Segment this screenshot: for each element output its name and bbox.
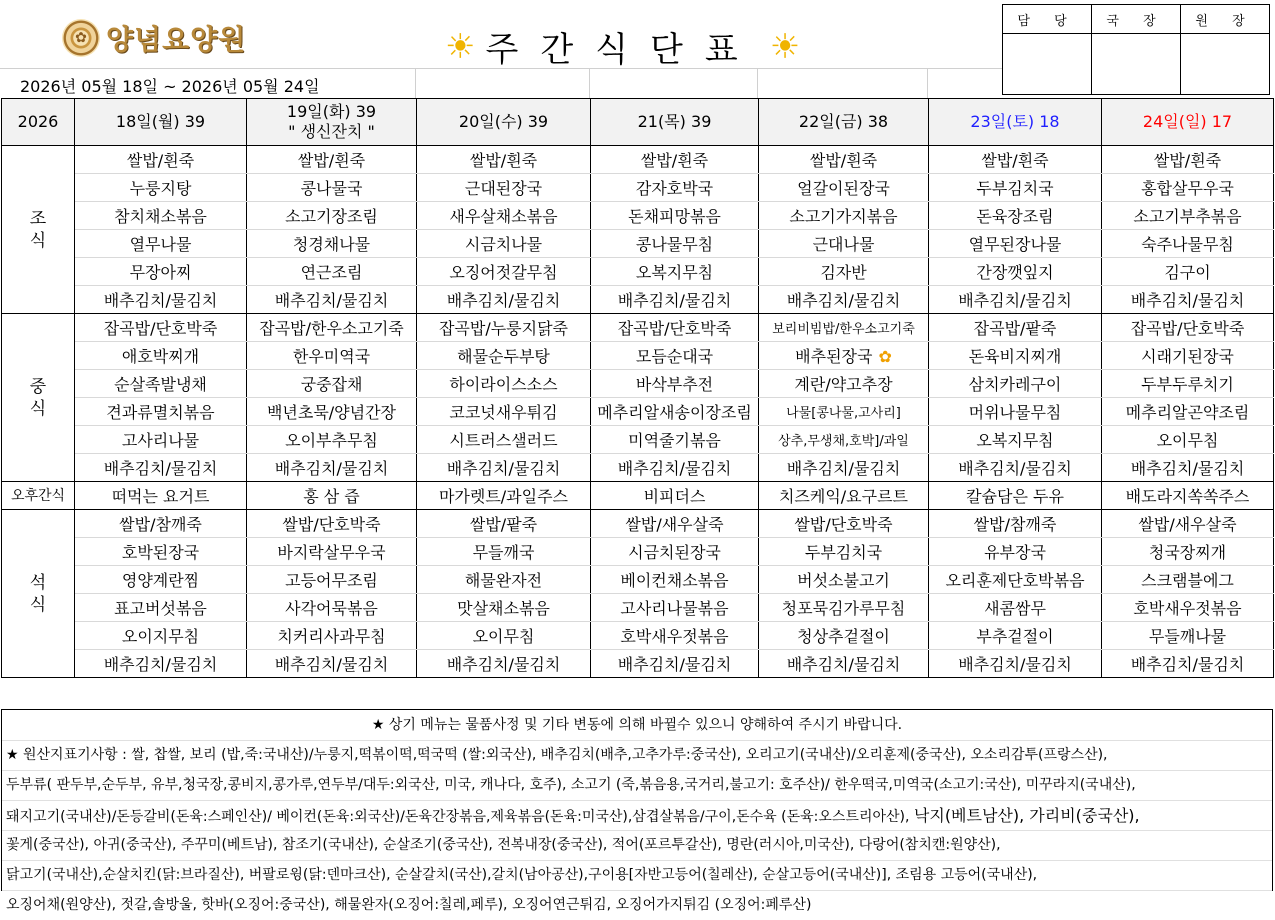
- menu-item: 바지락살무우국: [247, 538, 417, 566]
- menu-item: 숙주나물무침: [1102, 230, 1274, 258]
- menu-item: 쌀밥/흰죽: [759, 146, 929, 174]
- menu-item: 김구이: [1102, 258, 1274, 286]
- menu-item: 청국장찌개: [1102, 538, 1274, 566]
- menu-item: 나물[콩나물,고사리]: [759, 398, 929, 426]
- menu-item: 치커리사과무침: [247, 622, 417, 650]
- menu-item: 고사리나물볶음: [591, 594, 759, 622]
- menu-item: 열무나물: [75, 230, 247, 258]
- day-header: [591, 99, 759, 146]
- menu-item: 오이무침: [1102, 426, 1274, 454]
- menu-item: 시래기된장국: [1102, 342, 1274, 370]
- menu-table: [1, 98, 1274, 678]
- day-label: 21(목) 39: [637, 112, 712, 131]
- menu-item: 청상추겉절이: [759, 622, 929, 650]
- origin-line: 닭고기(국내산),순살치킨(닭:브라질산), 버팔로윙(닭:덴마크산), 순살갈치(국산),갈치(남아공산),구이용[자반고등어(칠레산), 순살고등어(국내산)], 조림용 고등어(국내산),: [2, 860, 1272, 890]
- day-header: [417, 99, 591, 146]
- menu-item: 배추김치/물김치: [417, 454, 591, 482]
- origin-line: ★ 원산지표기사항 : 쌀, 찹쌀, 보리 (밥,죽:국내산)/누룽지,떡볶이떡,떡국떡 (쌀:외국산), 배추김치(배추,고추가루:중국산), 오리고기(국내산)/오리훈제(중국산), 오소리감투(프랑스산),: [2, 740, 1272, 770]
- lunch-row: [2, 454, 1274, 482]
- menu-item: 쌀밥/새우살죽: [591, 510, 759, 538]
- menu-item: 배추김치/물김치: [591, 650, 759, 678]
- menu-item: 궁중잡채: [247, 370, 417, 398]
- menu-item: 열무된장나물: [929, 230, 1102, 258]
- dinner-row: [2, 538, 1274, 566]
- menu-item: 시금치된장국: [591, 538, 759, 566]
- menu-item: 시트러스샐러드: [417, 426, 591, 454]
- snack-item: 칼슘담은 두유: [929, 482, 1102, 510]
- menu-item: 호박새우젓볶음: [591, 622, 759, 650]
- menu-item: 오복지무침: [591, 258, 759, 286]
- header-gridline: [757, 68, 758, 98]
- logo-emblem-icon: ✿: [62, 19, 100, 57]
- day-header: [759, 99, 929, 146]
- menu-item: 배추김치/물김치: [759, 454, 929, 482]
- header-gridline: [415, 68, 416, 98]
- menu-item: 두부김치국: [759, 538, 929, 566]
- menu-item: 시금치나물: [417, 230, 591, 258]
- lunch-row: [2, 398, 1274, 426]
- approval-label: 원 장: [1181, 5, 1270, 34]
- notice-text: ★ 상기 메뉴는 물품사정 및 기타 변동에 의해 바뀔수 있으니 양해하여 주시기 바랍니다.: [371, 717, 903, 733]
- menu-item: 미역줄기볶음: [591, 426, 759, 454]
- menu-item: 감자호박국: [591, 174, 759, 202]
- menu-item: 배추김치/물김치: [759, 650, 929, 678]
- day-header: [247, 99, 417, 146]
- day-header-row: [2, 99, 1274, 146]
- menu-item: 배추김치/물김치: [75, 286, 247, 314]
- menu-item: 오징어젓갈무침: [417, 258, 591, 286]
- menu-item: 쌀밥/새우살죽: [1102, 510, 1274, 538]
- menu-item: 순살족발냉채: [75, 370, 247, 398]
- menu-item: 배추김치/물김치: [417, 286, 591, 314]
- header-gridline: [927, 68, 928, 98]
- snack-item: 치즈케익/요구르트: [759, 482, 929, 510]
- menu-item: 바삭부추전: [591, 370, 759, 398]
- logo-text: 양념요양원: [106, 23, 247, 56]
- menu-item: 배추김치/물김치: [591, 286, 759, 314]
- menu-item: 쌀밥/흰죽: [417, 146, 591, 174]
- menu-item: 배추김치/물김치: [1102, 650, 1274, 678]
- menu-item: 배추김치/물김치: [929, 286, 1102, 314]
- menu-item: 쌀밥/흰죽: [591, 146, 759, 174]
- origin-text: 돼지고기(국내산)/돈등갈비(돈육:스페인산)/ 베이컨(돈육:외국산)/돈육간장볶음,제육볶음(돈육:미국산),삼겹살볶음/구이,돈수육 (돈육:오스트리아산),: [6, 809, 910, 825]
- menu-item: 잡곡밥/누룽지닭죽: [417, 314, 591, 342]
- menu-item: 맛살채소볶음: [417, 594, 591, 622]
- menu-item: 잡곡밥/단호박죽: [75, 314, 247, 342]
- menu-item: 잡곡밥/한우소고기죽: [247, 314, 417, 342]
- menu-item: 간장깻잎지: [929, 258, 1102, 286]
- menu-item: 오리훈제단호박볶음: [929, 566, 1102, 594]
- menu-item: 해물완자전: [417, 566, 591, 594]
- approval-signature-cell[interactable]: [1003, 34, 1092, 95]
- menu-item: 호박새우젓볶음: [1102, 594, 1274, 622]
- breakfast-label: 조 식: [2, 146, 75, 314]
- menu-item: 얼갈이된장국: [759, 174, 929, 202]
- menu-item: 배추김치/물김치: [247, 650, 417, 678]
- lunch-row: [2, 426, 1274, 454]
- origin-line: 꽃게(중국산), 아귀(중국산), 주꾸미(베트남), 참조기(국내산), 순살조기(중국산), 전복내장(중국산), 적어(포르투갈산), 명란(러시아,미국산), 다랑어(참치캔:원양산),: [2, 830, 1272, 860]
- breakfast-row: [2, 230, 1274, 258]
- menu-item: 연근조림: [247, 258, 417, 286]
- menu-item: 머위나물무침: [929, 398, 1102, 426]
- menu-item: 쌀밥/단호박죽: [247, 510, 417, 538]
- menu-item: 고사리나물: [75, 426, 247, 454]
- breakfast-row: [2, 202, 1274, 230]
- menu-item: 사각어묵볶음: [247, 594, 417, 622]
- snack-label: 오후간식: [2, 482, 75, 510]
- snack-item: 홍 삼 즙: [247, 482, 417, 510]
- menu-item: 쌀밥/참깨죽: [929, 510, 1102, 538]
- menu-item: 오복지무침: [929, 426, 1102, 454]
- menu-item: 배추김치/물김치: [1102, 286, 1274, 314]
- notes-box: [1, 709, 1273, 913]
- origin-line: 오징어채(원양산), 젓갈,솔방울, 핫바(오징어:중국산), 해물완자(오징어:칠레,페루), 오징어연근튀김, 오징어가지튀김 (오징어:페루산): [2, 890, 1272, 920]
- origin-line: 두부류( 판두부,순두부, 유부,청국장,콩비지,콩가루,연두부/대두:외국산, 미국, 캐나다, 호주), 소고기 (죽,볶음용,국거리,불고기: 호주산)/ 한우떡국,미역국(소고기:국산), 미꾸라지(국내산),: [2, 770, 1272, 800]
- menu-item: 코코넛새우튀김: [417, 398, 591, 426]
- page-title-wrap: [445, 22, 800, 71]
- menu-item: 배추김치/물김치: [247, 454, 417, 482]
- menu-item: 오이부추무침: [247, 426, 417, 454]
- dinner-row: [2, 594, 1274, 622]
- menu-item: 애호박찌개: [75, 342, 247, 370]
- snack-row: [2, 482, 1274, 510]
- menu-item: 상추,무생채,호박]/과일: [759, 426, 929, 454]
- menu-item: 청포묵김가루무침: [759, 594, 929, 622]
- menu-item: 해물순두부탕: [417, 342, 591, 370]
- menu-item: 오이지무침: [75, 622, 247, 650]
- menu-item: 오이무침: [417, 622, 591, 650]
- menu-item: 메추리알새송이장조림: [591, 398, 759, 426]
- menu-item: 새콤쌈무: [929, 594, 1102, 622]
- day-event: " 생신잔치 ": [288, 122, 375, 141]
- day-label: 22일(금) 38: [798, 112, 889, 131]
- menu-item: 배추김치/물김치: [247, 286, 417, 314]
- menu-item: 무장아찌: [75, 258, 247, 286]
- date-range: 2026년 05월 18일 ~ 2026년 05월 24일: [20, 77, 320, 96]
- flower-icon: ✿: [878, 347, 892, 366]
- approval-label: 국 장: [1092, 5, 1181, 34]
- dinner-row: [2, 650, 1274, 678]
- menu-item: 소고기장조림: [247, 202, 417, 230]
- menu-item: 쌀밥/흰죽: [929, 146, 1102, 174]
- menu-item: 호박된장국: [75, 538, 247, 566]
- menu-item: 참치채소볶음: [75, 202, 247, 230]
- lunch-label: 중 식: [2, 314, 75, 482]
- menu-item: 고등어무조림: [247, 566, 417, 594]
- menu-item: 계란/약고추장: [759, 370, 929, 398]
- day-label: 20일(수) 39: [458, 112, 549, 131]
- menu-item: 돈육장조림: [929, 202, 1102, 230]
- menu-item: 근대나물: [759, 230, 929, 258]
- menu-item: 스크램블에그: [1102, 566, 1274, 594]
- menu-item: 콩나물국: [247, 174, 417, 202]
- menu-item: 무들깨나물: [1102, 622, 1274, 650]
- header-gridline: [0, 68, 1002, 69]
- menu-item: 메추리알곤약조림: [1102, 398, 1274, 426]
- menu-item: 백년초묵/양념간장: [247, 398, 417, 426]
- day-header-sunday: [1102, 99, 1274, 146]
- menu-item: 청경채나물: [247, 230, 417, 258]
- menu-item: 보리비빔밥/한우소고기죽: [759, 314, 929, 342]
- menu-item: 유부장국: [929, 538, 1102, 566]
- menu-item: 한우미역국: [247, 342, 417, 370]
- menu-item: 쌀밥/흰죽: [75, 146, 247, 174]
- menu-item: 베이컨채소볶음: [591, 566, 759, 594]
- snack-item: 떠먹는 요거트: [75, 482, 247, 510]
- menu-item: 부추겉절이: [929, 622, 1102, 650]
- sun-icon: ☀: [445, 26, 476, 67]
- logo: [62, 18, 246, 58]
- menu-item: 배추김치/물김치: [417, 650, 591, 678]
- menu-item: 잡곡밥/단호박죽: [591, 314, 759, 342]
- approval-box: [1002, 4, 1270, 95]
- day-label: 18일(월) 39: [115, 112, 206, 131]
- menu-item: 배추김치/물김치: [929, 454, 1102, 482]
- page-title: 주간식단표: [485, 30, 760, 70]
- menu-item: 모듬순대국: [591, 342, 759, 370]
- lunch-row: [2, 370, 1274, 398]
- dinner-row: [2, 622, 1274, 650]
- day-label: 19일(화) 39: [286, 102, 377, 121]
- menu-item: 버섯소불고기: [759, 566, 929, 594]
- menu-item: 소고기가지볶음: [759, 202, 929, 230]
- breakfast-row: [2, 258, 1274, 286]
- breakfast-row: [2, 146, 1274, 174]
- menu-item: 무들깨국: [417, 538, 591, 566]
- menu-item: 잡곡밥/단호박죽: [1102, 314, 1274, 342]
- menu-item: 콩나물무침: [591, 230, 759, 258]
- menu-item: 표고버섯볶음: [75, 594, 247, 622]
- day-header-saturday: [929, 99, 1102, 146]
- menu-item: 배추김치/물김치: [75, 454, 247, 482]
- approval-label: 담 당: [1003, 5, 1092, 34]
- menu-item: 누룽지탕: [75, 174, 247, 202]
- menu-item: 돈육비지찌개: [929, 342, 1102, 370]
- menu-item: 홍합살무우국: [1102, 174, 1274, 202]
- menu-item: 배추김치/물김치: [759, 286, 929, 314]
- snack-item: 마가렛트/과일주스: [417, 482, 591, 510]
- breakfast-row: [2, 286, 1274, 314]
- menu-item: 김자반: [759, 258, 929, 286]
- menu-item: 새우살채소볶음: [417, 202, 591, 230]
- menu-item: 쌀밥/팥죽: [417, 510, 591, 538]
- menu-item: 소고기부추볶음: [1102, 202, 1274, 230]
- menu-item: 두부두루치기: [1102, 370, 1274, 398]
- origin-text: 낙지(베트남산), 가리비(중국산),: [913, 806, 1140, 825]
- day-label: 24일(일) 17: [1142, 112, 1233, 131]
- menu-item: 배추김치/물김치: [1102, 454, 1274, 482]
- lunch-row: [2, 342, 1274, 370]
- header-gridline: [589, 68, 590, 98]
- menu-item: 배추김치/물김치: [929, 650, 1102, 678]
- menu-item: 잡곡밥/팥죽: [929, 314, 1102, 342]
- menu-item: 근대된장국: [417, 174, 591, 202]
- year-cell: 2026: [2, 99, 75, 146]
- lunch-row: [2, 314, 1274, 342]
- approval-signature-cell[interactable]: [1181, 34, 1270, 95]
- menu-item: 돈채피망볶음: [591, 202, 759, 230]
- menu-item: 배추김치/물김치: [591, 454, 759, 482]
- menu-item: 쌀밥/단호박죽: [759, 510, 929, 538]
- snack-item: 배도라지쏙쏙주스: [1102, 482, 1274, 510]
- snack-item: 비피더스: [591, 482, 759, 510]
- menu-item: 배추김치/물김치: [75, 650, 247, 678]
- menu-item: 쌀밥/흰죽: [1102, 146, 1274, 174]
- day-label: 23일(토) 18: [970, 112, 1060, 131]
- menu-item: 하이라이스소스: [417, 370, 591, 398]
- origin-line: [2, 800, 1272, 830]
- menu-item: 견과류멸치볶음: [75, 398, 247, 426]
- menu-item: 영양계란찜: [75, 566, 247, 594]
- menu-item: 배추된장국 ✿: [759, 342, 929, 370]
- approval-signature-cell[interactable]: [1092, 34, 1181, 95]
- dinner-row: [2, 566, 1274, 594]
- sun-icon: ☀: [769, 26, 801, 67]
- menu-item: 쌀밥/흰죽: [247, 146, 417, 174]
- menu-item: 쌀밥/참깨죽: [75, 510, 247, 538]
- menu-item: 삼치카레구이: [929, 370, 1102, 398]
- dinner-label: 석 식: [2, 510, 75, 678]
- day-header: [75, 99, 247, 146]
- menu-item: 두부김치국: [929, 174, 1102, 202]
- dinner-row: [2, 510, 1274, 538]
- breakfast-row: [2, 174, 1274, 202]
